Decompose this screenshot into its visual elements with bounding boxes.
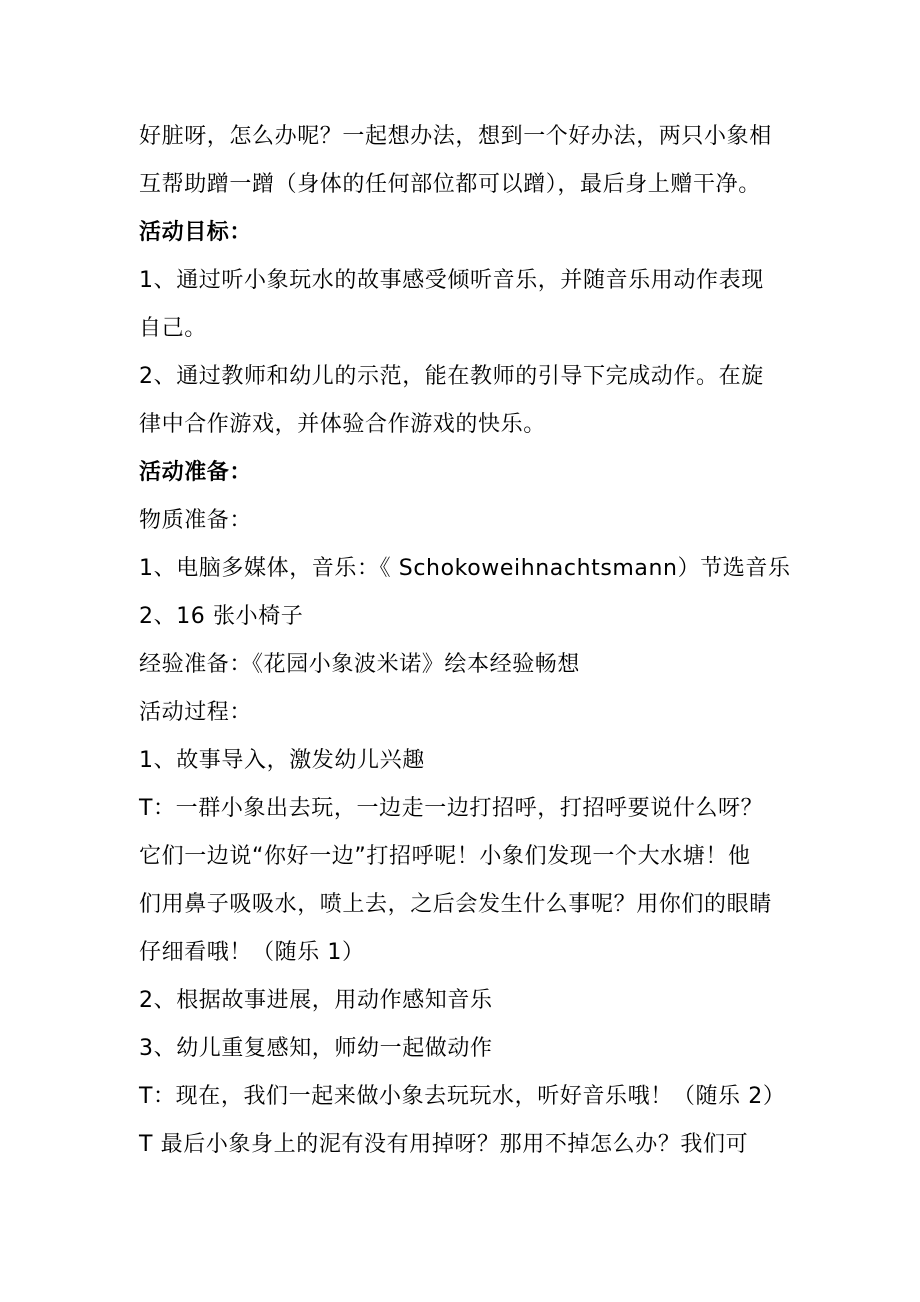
list-item: 2、通过教师和幼儿的示范，能在教师的引导下完成动作。在旋 <box>139 364 764 389</box>
section-heading: 活动准备： <box>139 460 253 485</box>
paragraph-line: 互帮助蹭一蹭（身体的任何部位都可以蹭），最后身上赠干净。 <box>139 172 761 197</box>
list-item: 2、根据故事进展，用动作感知音乐 <box>139 988 493 1013</box>
subheading: 物质准备： <box>139 508 253 533</box>
list-item: 1、电脑多媒体，音乐：《 Schokoweihnachtsmann）节选音乐 <box>139 556 791 581</box>
paragraph-line: 它们一边说“你好一边”打招呼呢！小象们发现一个大水塘！他 <box>139 844 751 869</box>
list-item: 3、幼儿重复感知，师幼一起做动作 <box>139 1036 493 1061</box>
paragraph-line: 经验准备：《花园小象波米诺》绘本经验畅想 <box>139 652 581 677</box>
paragraph-line: 们用鼻子吸吸水，喷上去，之后会发生什么事呢？用你们的眼睛 <box>139 892 772 917</box>
paragraph-line: 仔细看哦！（随乐 1） <box>139 940 365 965</box>
paragraph-line: T：现在，我们一起来做小象去玩玩水，听好音乐哦！（随乐 2） <box>139 1084 786 1109</box>
section-heading: 活动目标： <box>139 220 253 245</box>
list-item-continuation: 律中合作游戏，并体验合作游戏的快乐。 <box>139 412 546 437</box>
paragraph-line: T 最后小象身上的泥有没有用掉呀？那用不掉怎么办？我们可 <box>139 1132 749 1157</box>
list-item-continuation: 自己。 <box>139 316 207 341</box>
list-item: 1、通过听小象玩水的故事感受倾听音乐，并随音乐用动作表现 <box>139 268 764 293</box>
paragraph-line: 好脏呀，怎么办呢？一起想办法，想到一个好办法，两只小象相 <box>139 124 772 149</box>
list-item: 2、16 张小椅子 <box>139 604 304 629</box>
paragraph-line: T：一群小象出去玩，一边走一边打招呼，打招呼要说什么呀？ <box>139 796 764 821</box>
subheading: 活动过程： <box>139 700 253 725</box>
list-item: 1、故事导入，激发幼儿兴趣 <box>139 748 425 773</box>
